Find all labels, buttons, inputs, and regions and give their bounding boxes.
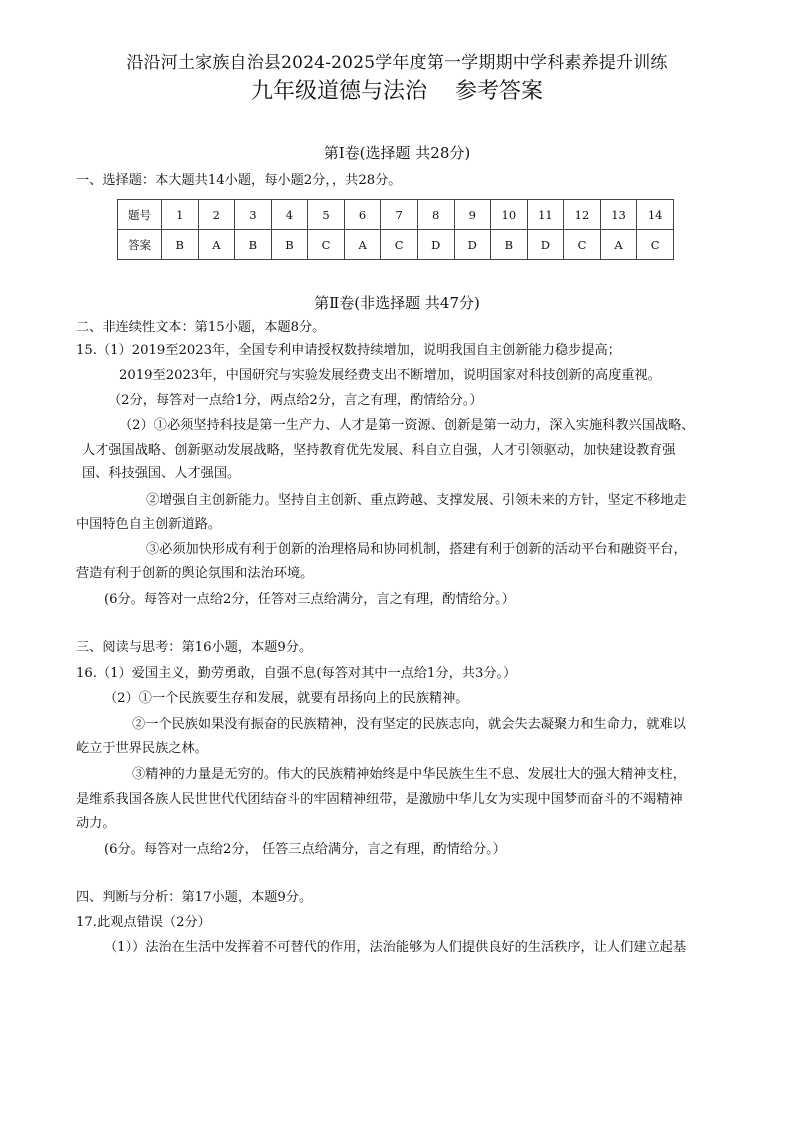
part1-instruction: 一、选择题：本大题共14小题，每小题2分，，共28分。 bbox=[76, 173, 402, 188]
table-cell: A bbox=[344, 230, 381, 260]
table-cell: C bbox=[564, 230, 601, 260]
table-cell: 5 bbox=[308, 200, 345, 230]
q16-2-line6: 动力。 bbox=[76, 816, 116, 831]
subject-answer-title: 九年级道德与法治 参考答案 bbox=[251, 79, 543, 104]
table-cell: 7 bbox=[381, 200, 418, 230]
school-exam-title: 沿沿河土家族自治县2024-2025学年度第一学期期中学科素养提升训练 bbox=[126, 53, 668, 73]
table-row-numbers bbox=[118, 200, 674, 230]
q15-2-line2: 人才强国战略、创新驱动发展战略，坚持教育优先发展、科自立自强，人才引领驱动，加快建设教育强 bbox=[82, 443, 676, 458]
q17-1-line1: （1））法治在生活中发挥着不可替代的作用，法治能够为人们提供良好的生活秩序，让人们建立起基 bbox=[104, 940, 687, 955]
row-label-answer: 答案 bbox=[118, 230, 162, 260]
table-cell: 13 bbox=[600, 200, 637, 230]
section-3-heading: 三、阅读与思考：第16小题，本题9分。 bbox=[76, 640, 313, 655]
q15-1-line1: 15.（1）2019至2023年，全国专利申请授权数持续增加，说明我国自主创新能力稳步提高； bbox=[76, 343, 621, 358]
section-4-heading: 四、判断与分析：第17小题，本题9分。 bbox=[76, 890, 313, 905]
q15-2-line7: 营造有利于创新的舆论氛围和法治环境。 bbox=[76, 566, 314, 581]
table-cell: 4 bbox=[271, 200, 308, 230]
table-cell: B bbox=[162, 230, 199, 260]
table-cell: A bbox=[600, 230, 637, 260]
table-cell: 3 bbox=[235, 200, 272, 230]
table-cell: A bbox=[198, 230, 235, 260]
part1-title: 第Ⅰ卷(选择题 共28分) bbox=[323, 144, 471, 162]
table-cell: 14 bbox=[637, 200, 674, 230]
q15-2-line6: ③必须加快形成有利于创新的治理格局和协同机制，搭建有利于创新的活动平台和融资平台， bbox=[146, 542, 687, 557]
part2-title: 第Ⅱ卷(非选择题 共47分) bbox=[314, 294, 480, 312]
table-cell: C bbox=[308, 230, 345, 260]
table-cell: B bbox=[235, 230, 272, 260]
row-label-number: 题号 bbox=[118, 200, 162, 230]
table-row-answers bbox=[118, 230, 674, 260]
q16-2-line2: ②一个民族如果没有振奋的民族精神，没有坚定的民族志向，就会失去凝聚力和生命力，就难以 bbox=[132, 717, 686, 732]
q15-2-scoring: (6分。每答对一点给2分，任答对三点给满分，言之有理，酌情给分。） bbox=[104, 592, 515, 607]
q15-2-line5: 中国特色自主创新道路。 bbox=[76, 517, 222, 532]
q15-2-line3: 国、科技强国、人才强国。 bbox=[82, 466, 241, 481]
section-2-heading: 二、非连续性文本：第15小题，本题8分。 bbox=[76, 320, 326, 335]
q15-2-line1: （2）①必须坚持科技是第一生产力、人才是第一资源、创新是第一动力，深入实施科教兴国战略、 bbox=[119, 418, 695, 433]
q16-2-scoring: (6分。每答对一点给2分， 任答三点给满分，言之有理，酌情给分。） bbox=[104, 842, 506, 857]
table-cell: 8 bbox=[417, 200, 454, 230]
table-cell: 11 bbox=[527, 200, 564, 230]
q16-2-line5: 是维系我国各族人民世世代代团结奋斗的牢固精神纽带，是激励中华儿女为实现中国梦而奋斗的不竭精神 bbox=[76, 792, 683, 807]
table-cell: 6 bbox=[344, 200, 381, 230]
table-cell: B bbox=[491, 230, 528, 260]
table-cell: B bbox=[271, 230, 308, 260]
q15-1-line2: 2019至2023年，中国研究与实验发展经费支出不断增加，说明国家对科技创新的高度重视。 bbox=[119, 368, 661, 383]
table-cell: D bbox=[527, 230, 564, 260]
table-cell: C bbox=[381, 230, 418, 260]
q17-judgment: 17.此观点错误（2分） bbox=[76, 915, 211, 930]
q16-2-line3: 屹立于世界民族之林。 bbox=[76, 741, 208, 756]
table-cell: C bbox=[637, 230, 674, 260]
q16-1-line: 16.（1）爱国主义，勤劳勇敢，自强不息(每答对其中一点给1分，共3分。） bbox=[76, 666, 517, 681]
table-cell: 12 bbox=[564, 200, 601, 230]
q15-2-line4: ②增强自主创新能力。坚持自主创新、重点跨越、支撑发展、引领未来的方针，坚定不移地走 bbox=[146, 493, 687, 508]
q15-1-scoring: （2分，每答对一点给1分，两点给2分，言之有理，酌情给分。） bbox=[108, 393, 483, 408]
table-cell: 10 bbox=[491, 200, 528, 230]
q16-2-line4: ③精神的力量是无穷的。伟大的民族精神始终是中华民族生生不息、发展壮大的强大精神支柱， bbox=[132, 767, 686, 782]
answer-table bbox=[117, 199, 674, 260]
table-cell: 1 bbox=[162, 200, 199, 230]
table-cell: D bbox=[417, 230, 454, 260]
table-cell: 2 bbox=[198, 200, 235, 230]
table-cell: 9 bbox=[454, 200, 491, 230]
q16-2-line1: （2）①一个民族要生存和发展，就要有昂扬向上的民族精神。 bbox=[104, 691, 469, 706]
table-cell: D bbox=[454, 230, 491, 260]
